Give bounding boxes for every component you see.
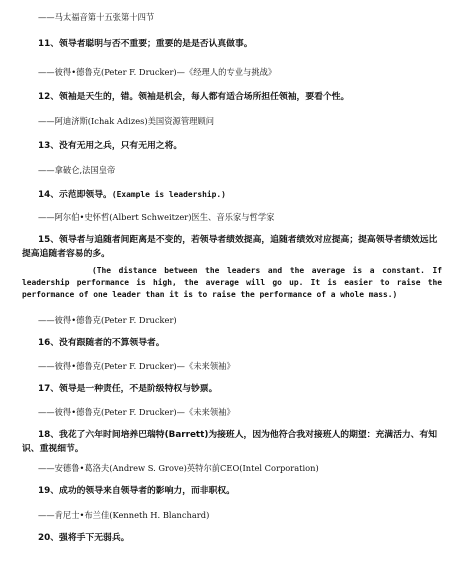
quote-19: 19、成功的领导来自领导者的影响力，而非职权。 (38, 486, 235, 496)
quote-19-source: ——肯尼士•布兰佳(Kenneth H. Blanchard) (38, 510, 210, 520)
quote-16: 16、没有跟随者的不算领导者。 (38, 338, 165, 348)
quote-17-source: ——彼得•德鲁克(Peter F. Drucker)—《未来领袖》 (38, 407, 235, 417)
quote-18: 18、我花了六年时间培养巴瑞特(Barrett)为接班人，因为他符合我对接班人的期望：充满活力、有知识、重视细节。 (22, 430, 438, 454)
quote-14-english: (Example is leadership.) (111, 190, 226, 199)
quote-14-text: 14、示范即领导。 (38, 190, 112, 200)
quote-13-source: ——拿破仑,法国皇帝 (38, 165, 116, 175)
quote-11-source: ——彼得•德鲁克(Peter F. Drucker)—《经理人的专业与挑战》 (38, 67, 277, 77)
quote-12: 12、领袖是天生的，错。领袖是机会，每人都有适合场所担任领袖，要看个性。 (38, 92, 350, 102)
quote-14-source: ——阿尔伯•史怀哲(Albert Schweitzer)医生、音乐家与哲学家 (38, 212, 275, 222)
quote-16-source: ——彼得•德鲁克(Peter F. Drucker)—《未来领袖》 (38, 361, 235, 371)
quote-18-source: ——安德鲁•葛洛夫(Andrew S. Grove)英特尔前CEO(Intel Corporation) (38, 463, 319, 473)
quote-15: 15、领导者与追随者间距离是不变的，若领导者绩效提高，追随者绩效对应提高；提高领导者绩效远比提高追随者容易的多。 (22, 235, 438, 259)
quote-15-source: ——彼得•德鲁克(Peter F. Drucker) (38, 315, 177, 325)
quote-20: 20、强将手下无弱兵。 (38, 533, 130, 543)
quote-12-source: ——阿迪济斯(Ichak Adizes)美国资源管理顾问 (38, 116, 215, 126)
quote-11: 11、领导者聪明与否不重要；重要的是是否认真做事。 (38, 39, 253, 49)
quote-17: 17、领导是一种责任，不是阶级特权与钞票。 (38, 384, 218, 394)
quote-10-source: ——马太福音第十五张第十四节 (38, 12, 155, 22)
quote-14 (38, 189, 226, 201)
quote-13: 13、没有无用之兵，只有无用之将。 (38, 141, 183, 151)
quote-15-english: (The distance between the leaders and the average is a constant. If leadership performance is high, the average will go up. It is easier to raise the performance of one leader than it is to raise the performance of a whole mass.) (22, 266, 442, 299)
